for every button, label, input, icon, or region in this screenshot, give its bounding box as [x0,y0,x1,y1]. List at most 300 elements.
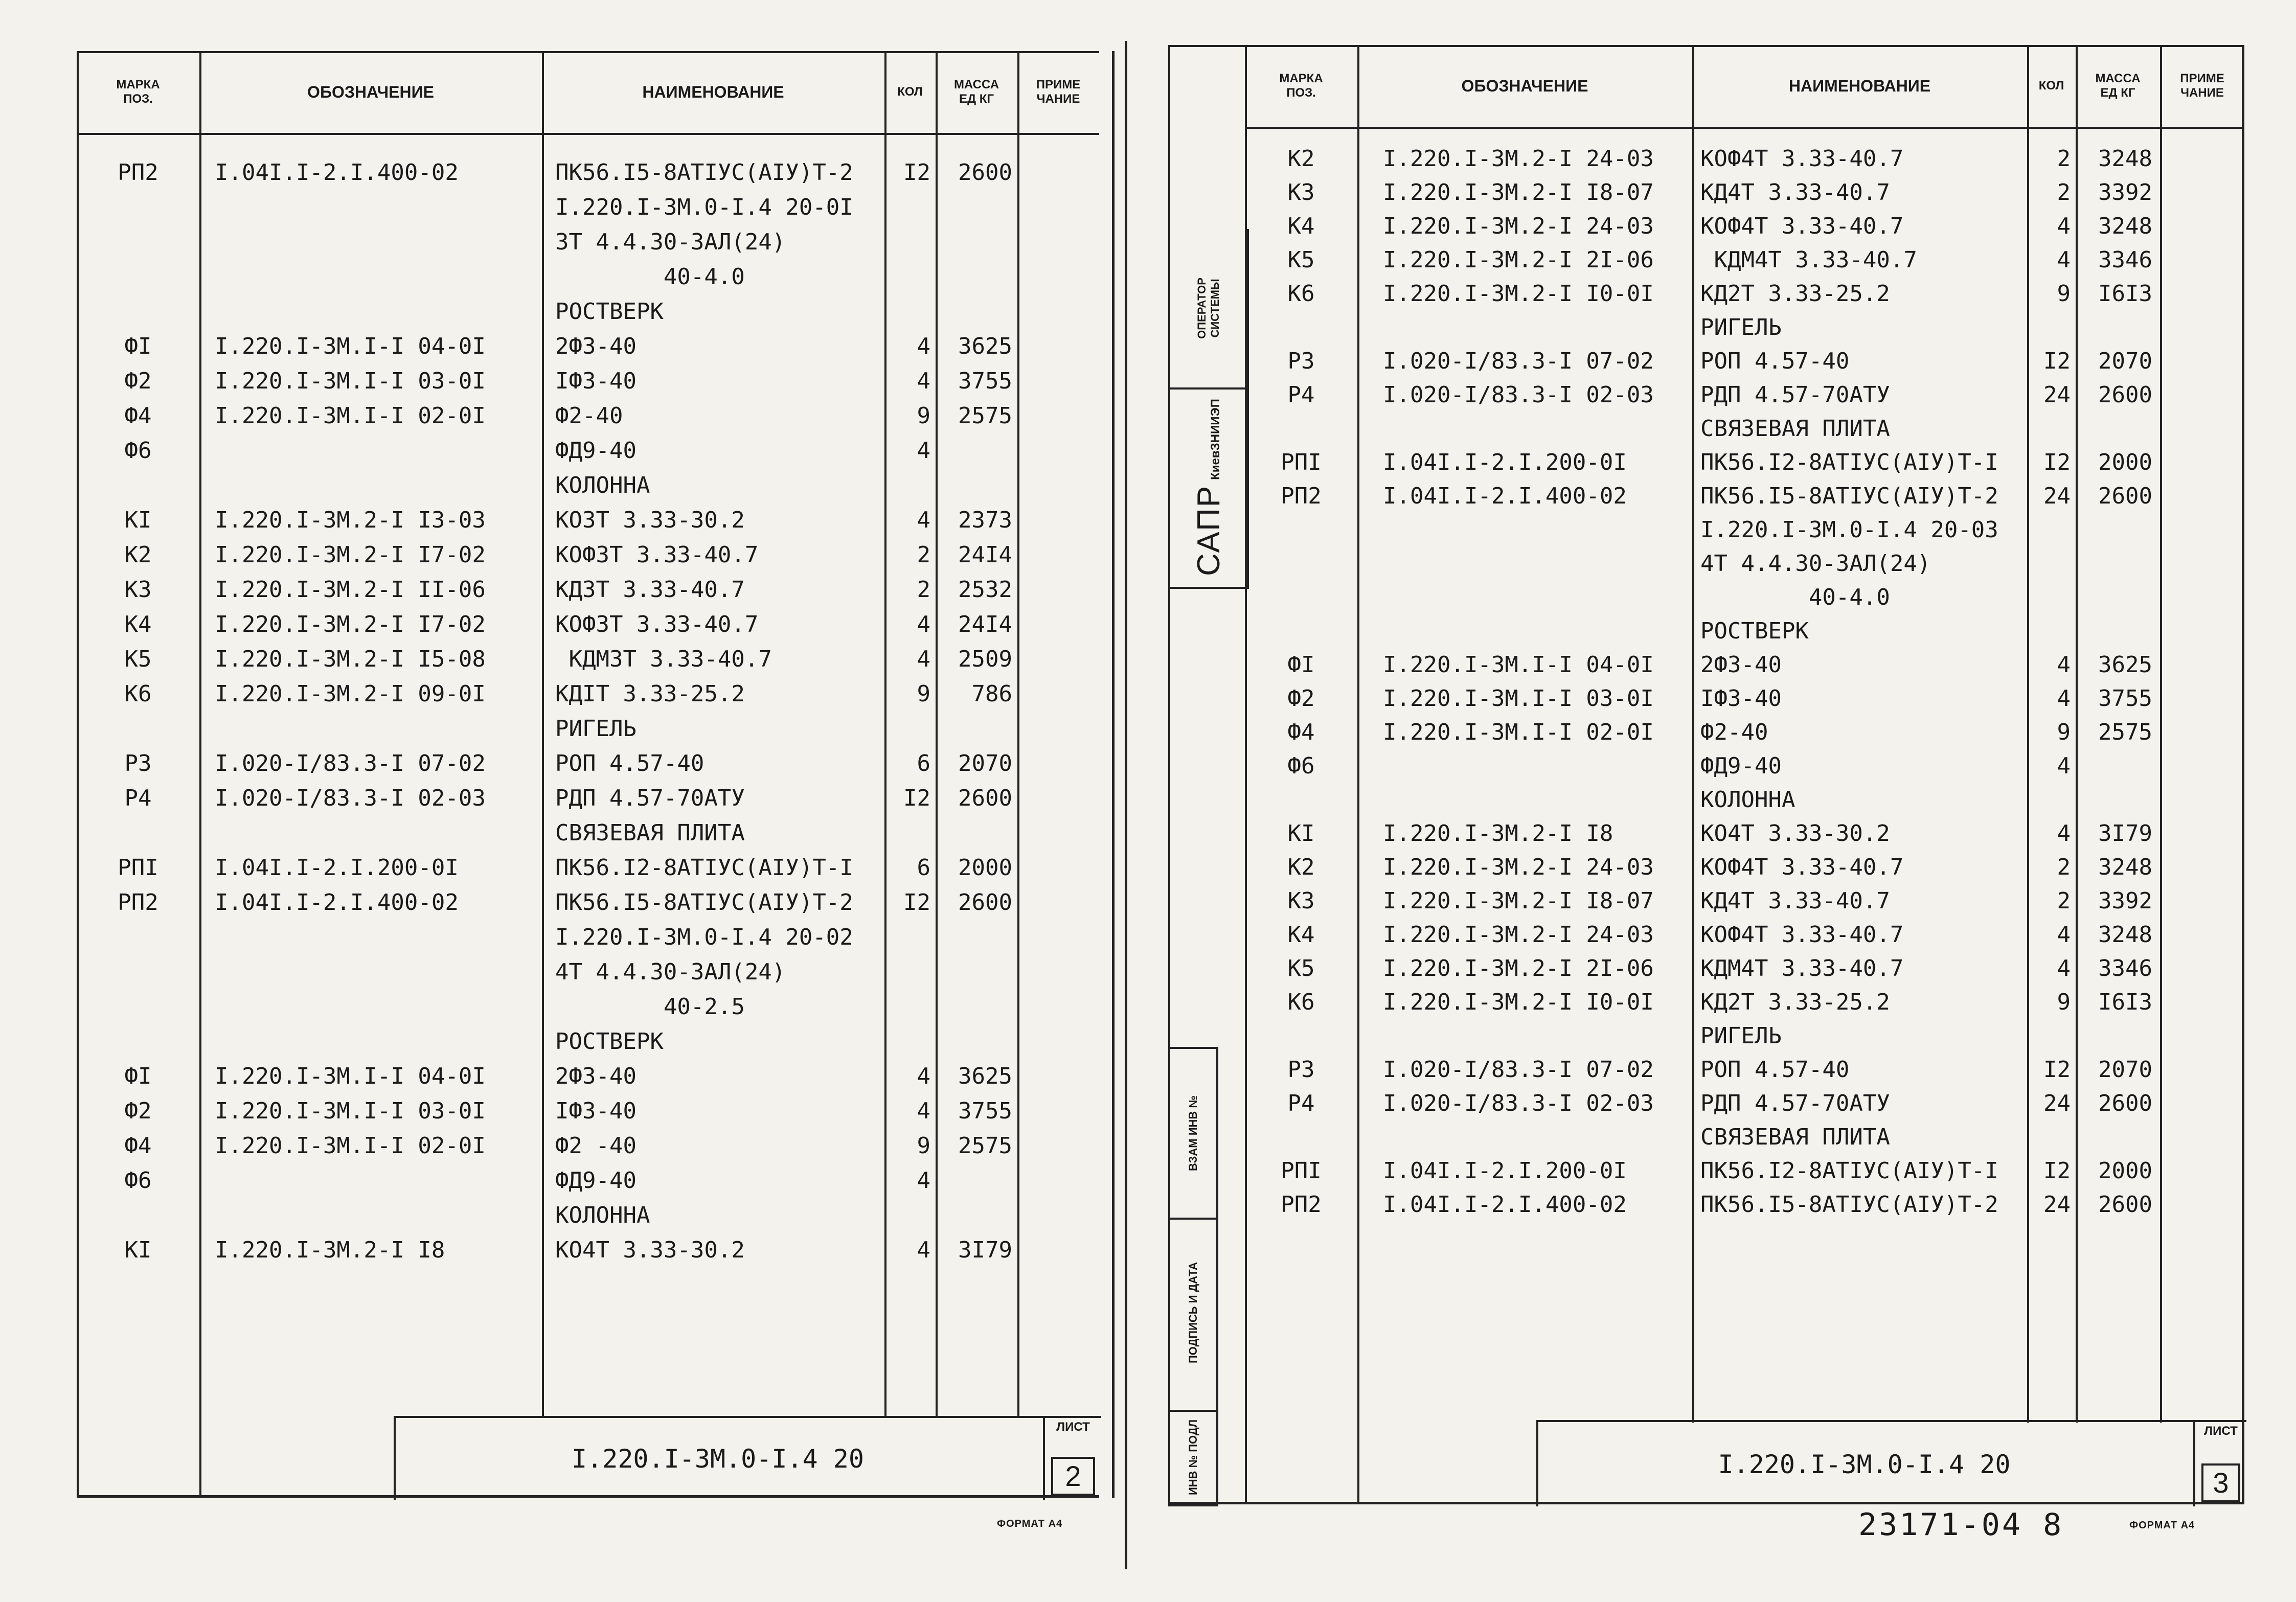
cell-mass [941,816,1012,850]
table-row [77,330,1099,363]
cell-mark: ФI [124,333,152,359]
cell-qty [2027,1120,2071,1154]
cell-designation: I.04I.I-2.I.400-02 [1383,1192,1627,1218]
cell-qty: I2 [903,785,930,811]
table-row [1168,851,2244,884]
cell-name: КО4Т 3.33-30.2 [555,1237,745,1263]
cell-name: КО4Т 3.33-30.2 [1700,820,1890,846]
cell-name: РОСТВЕРК [555,299,664,325]
cell-qty: I2 [2043,1158,2071,1184]
cell-mass: 3I79 [2098,820,2152,846]
cell-name: 2Ф3-40 [555,1063,636,1089]
cell-qty: 4 [917,333,930,359]
header-mark: МАРКА ПОЗ. [116,78,160,106]
cell-qty: 4 [917,438,930,464]
title-block [394,1416,1101,1500]
table-row [77,712,1099,746]
cell-qty [884,1025,930,1059]
cell-qty [884,816,930,850]
cell-mass: 2600 [2098,1192,2152,1218]
cell-mark: Р3 [1287,348,1315,374]
cell-qty: 9 [917,1133,930,1159]
cell-name: КД2Т 3.33-25.2 [1700,989,1890,1015]
table-row [1168,378,2244,412]
table-row [1168,345,2244,378]
cell-name: КДМ4Т 3.33-40.7 [1700,955,1904,981]
cell-name: ПК56.I2-8АТIУС(АIУ)Т-I [555,855,853,881]
cell-mark: Р3 [124,750,152,776]
cell-qty: 9 [917,403,930,429]
cell-mark [77,1025,199,1059]
sheet-number: 3 [2201,1463,2240,1502]
table-row [77,886,1099,920]
document-code: I.220.I-3M.0-I.4 20 [1718,1449,2011,1479]
cell-qty [884,990,930,1024]
cell-designation: I.220.I-3M.2-I 2I-06 [1383,247,1654,273]
cell-mark [77,921,199,954]
cell-name: СВЯЗЕВАЯ ПЛИТА [1700,416,1890,442]
table-row [1168,581,2244,614]
cell-name: РОП 4.57-40 [555,750,704,776]
cell-name: ПК56.I5-8АТIУС(АIУ)Т-2 [1700,1192,1998,1218]
center-fold-line [1125,41,1127,1569]
header-note: ПРИМЕ ЧАНИЕ [2180,72,2224,100]
cell-qty [884,469,930,502]
table-row [1168,682,2244,716]
cell-name: РОП 4.57-40 [1700,1057,1850,1083]
cell-mass: 2000 [2098,449,2152,475]
cell-qty: 24 [2043,382,2071,408]
cell-mass: 786 [971,681,1012,707]
cell-name: КДМ4Т 3.33-40.7 [1700,247,1917,273]
cell-mass [941,434,1012,468]
format-label: ФОРМАТ А4 [2129,1520,2195,1531]
cell-designation: I.04I.I-2.I.200-0I [1383,449,1627,475]
cell-name: РИГЕЛЬ [555,716,636,742]
table-row [1168,176,2244,210]
cell-qty: I2 [2043,449,2071,475]
cell-designation: I.220.I-3M.2-I 2I-06 [1383,955,1654,981]
cell-designation [1383,547,1690,581]
cell-mark: К5 [1287,247,1315,273]
table-row [1168,749,2244,783]
table-row [1168,918,2244,952]
cell-designation [215,1164,542,1198]
header-designation: ОБОЗНАЧЕНИЕ [1461,76,1588,95]
cell-name: КОФ3Т 3.33-40.7 [555,542,759,568]
header-mark: МАРКА ПОЗ. [1279,72,1323,100]
cell-mark [77,816,199,850]
cell-qty [2027,581,2071,614]
cell-designation [1383,412,1690,446]
header-name: НАИМЕНОВАНИЕ [642,82,784,101]
sapr-label: САПР [1191,485,1226,576]
header-designation: ОБОЗНАЧЕНИЕ [307,82,434,101]
cell-name: КД4Т 3.33-40.7 [1700,888,1890,914]
cell-mark: К5 [124,646,152,672]
table-row [77,399,1099,433]
cell-designation: I.220.I-3M.2-I I0-0I [1383,989,1654,1015]
table-row [77,1094,1099,1128]
cell-mark: Ф6 [124,438,152,464]
cell-mass [2081,614,2152,648]
cell-qty: 2 [2057,179,2071,205]
cell-mark: К2 [1287,854,1315,880]
cell-mass [2081,412,2152,446]
cell-qty [884,295,930,329]
cell-qty: 4 [2057,652,2071,678]
cell-mark: РП2 [118,889,158,916]
cell-qty: 4 [2057,753,2071,779]
cell-name: РИГЕЛЬ [1700,314,1782,340]
cell-qty: 4 [917,1063,930,1089]
cell-qty: 4 [2057,820,2071,846]
cell-mark [1245,412,1357,446]
table-row [77,156,1099,190]
cell-mark: К3 [1287,179,1315,205]
cell-name: ПК56.I5-8АТIУС(АIУ)Т-2 [1700,483,1998,509]
cell-mass: 24I4 [958,611,1012,637]
cell-name: КД4Т 3.33-40.7 [1700,179,1890,205]
cell-designation [215,816,542,850]
cell-mark: К4 [1287,922,1315,948]
cell-name: КОЛОННА [555,472,650,498]
cell-name: 40-2.5 [555,994,745,1020]
cell-mass [941,469,1012,502]
cell-mark [1245,783,1357,817]
cell-designation [215,990,542,1024]
sheet-2 [77,51,1099,1529]
header-note: ПРИМЕ ЧАНИЕ [1036,78,1081,106]
cell-qty [2027,1019,2071,1053]
sheet-number-cell [2193,1422,2246,1506]
cell-mass: 2600 [2098,483,2152,509]
table-row [1168,1188,2244,1222]
cell-qty: 24 [2043,1090,2071,1116]
table-row [1168,1120,2244,1154]
cell-mark [77,1199,199,1232]
cell-designation: I.220.I-3M.2-I 24-03 [1383,854,1654,880]
cell-designation: I.220.I-3M.I-I 02-0I [1383,719,1654,745]
table-row [1168,142,2244,176]
cell-mass: 2070 [2098,348,2152,374]
cell-mark: КI [1287,820,1315,846]
cell-name: КОЛОННА [555,1202,650,1228]
cell-mass [941,1199,1012,1232]
cell-name: КД2Т 3.33-25.2 [1700,281,1890,307]
cell-mark: Ф4 [1287,719,1315,745]
cell-mass: 2070 [958,750,1012,776]
institute-label: КиевЗНИИЭП [1208,398,1222,480]
table-row [77,1164,1099,1198]
cell-mark: К6 [1287,281,1315,307]
table-row [1168,884,2244,918]
cell-designation: I.020-I/83.3-I 02-03 [215,785,486,811]
cell-mark: Р4 [124,785,152,811]
cell-mass [2081,547,2152,581]
cell-qty: 6 [917,750,930,776]
cell-name: ФД9-40 [555,438,636,464]
cell-mark [77,225,199,259]
cell-mass [941,1164,1012,1198]
sheet-number: 2 [1051,1457,1095,1496]
cell-designation: I.220.I-3M.I-I 03-0I [215,368,486,394]
cell-mass: I6I3 [2098,281,2152,307]
table-row [1168,479,2244,513]
handwritten-note: 23171-04 8 [1858,1507,2064,1543]
cell-qty: 9 [917,681,930,707]
cell-designation: I.220.I-3M.2-I II-06 [215,577,486,603]
title-block [1536,1420,2246,1506]
cell-mass: 3755 [2098,685,2152,712]
cell-qty [884,955,930,989]
cell-qty [2027,513,2071,547]
cell-qty: 4 [2057,685,2071,712]
cell-mass [941,225,1012,259]
cell-qty: 9 [2057,989,2071,1015]
header-name: НАИМЕНОВАНИЕ [1788,76,1931,95]
cell-qty: 4 [917,1237,930,1263]
cell-mass [941,260,1012,294]
cell-qty [2027,614,2071,648]
cell-name: 3Т 4.4.30-3АЛ(24) [555,229,786,255]
cell-designation [215,191,542,224]
cell-mass: 3625 [2098,652,2152,678]
cell-mass: 3248 [2098,854,2152,880]
cell-name: ФД9-40 [1700,753,1782,779]
cell-mass [2081,1019,2152,1053]
cell-mass: 3248 [2098,213,2152,239]
cell-qty: 4 [917,646,930,672]
cell-qty [2027,311,2071,345]
cell-mark: КI [124,507,152,533]
cell-designation [1383,614,1690,648]
cell-mass [941,921,1012,954]
table-row [77,538,1099,572]
cell-designation [215,712,542,746]
cell-mark [1245,614,1357,648]
cell-mark [1245,1019,1357,1053]
cell-mark: Ф4 [124,403,152,429]
sheet-3 [1168,45,2244,1543]
cell-qty: 2 [2057,854,2071,880]
cell-name: 4Т 4.4.30-3АЛ(24) [555,959,786,985]
cell-mark: РП2 [118,159,158,186]
table-row [77,1060,1099,1093]
table-row [1168,1154,2244,1188]
table-row [1168,446,2244,479]
table-row [77,434,1099,468]
cell-designation [215,225,542,259]
table-row [1168,1087,2244,1120]
cell-mass: 3755 [958,368,1012,394]
table-row [77,608,1099,642]
cell-designation [215,260,542,294]
cell-qty [884,225,930,259]
cell-designation: I.220.I-3M.2-I 24-03 [1383,213,1654,239]
cell-name: КО3Т 3.33-30.2 [555,507,745,533]
cell-name: КОФ4Т 3.33-40.7 [1700,854,1904,880]
table-row [77,225,1099,259]
cell-name: IФ3-40 [555,1098,636,1124]
table-row [77,816,1099,850]
cell-designation: I.020-I/83.3-I 07-02 [1383,348,1654,374]
cell-mass: 3392 [2098,888,2152,914]
cell-mark: РПI [1281,449,1322,475]
cell-designation: I.220.I-3M.2-I I8 [215,1237,445,1263]
table-row [77,260,1099,294]
cell-designation: I.220.I-3M.2-I I3-03 [215,507,486,533]
cell-mass [941,712,1012,746]
cell-mass: 2070 [2098,1057,2152,1083]
table-row [1168,311,2244,345]
cell-designation: I.220.I-3M.I-I 04-0I [215,333,486,359]
sign-date-box [1168,1216,1218,1412]
table-row [77,921,1099,954]
cell-mass: 2509 [958,646,1012,672]
cell-qty [884,260,930,294]
document-code: I.220.I-3M.0-I.4 20 [572,1444,864,1474]
cell-designation: I.220.I-3M.2-I 24-03 [1383,146,1654,172]
cell-designation: I.020-I/83.3-I 02-03 [1383,382,1654,408]
cell-mass: 2600 [958,785,1012,811]
cell-name: КОФ4Т 3.33-40.7 [1700,213,1904,239]
cell-designation: I.04I.I-2.I.400-02 [215,159,459,186]
cell-name: РИГЕЛЬ [1700,1023,1782,1049]
cell-name: IФ3-40 [1700,685,1782,712]
table-row [77,1129,1099,1163]
cell-designation: I.220.I-3M.2-I I8 [1383,820,1613,846]
cell-name: РДП 4.57-70АТУ [555,785,745,811]
cell-name: КДМ3Т 3.33-40.7 [555,646,772,672]
cell-designation: I.220.I-3M.2-I 09-0I [215,681,486,707]
cell-designation: I.220.I-3M.2-I I7-02 [215,611,486,637]
table-row [77,955,1099,989]
cell-mass: 3248 [2098,146,2152,172]
cell-designation: I.220.I-3M.I-I 02-0I [215,403,486,429]
cell-mass: 3I79 [958,1237,1012,1263]
cell-qty [884,712,930,746]
cell-mass: 2373 [958,507,1012,533]
cell-qty [884,921,930,954]
cell-designation [1383,311,1690,345]
cell-mark: К5 [1287,955,1315,981]
cell-qty: 4 [2057,955,2071,981]
cell-mass: 2000 [2098,1158,2152,1184]
cell-qty [884,1199,930,1232]
cell-qty: 6 [917,855,930,881]
cell-designation [1383,783,1690,817]
cell-mass: 2575 [958,1133,1012,1159]
cell-mark [1245,547,1357,581]
cell-mass: 2600 [958,159,1012,186]
cell-qty: 4 [917,368,930,394]
cell-mark: РП2 [1281,1192,1322,1218]
cell-name: РОП 4.57-40 [1700,348,1850,374]
cell-qty: 4 [917,1098,930,1124]
cell-name: РОСТВЕРК [1700,618,1809,644]
cell-mark: РПI [118,855,158,881]
cell-mark: Р3 [1287,1057,1315,1083]
cell-designation [1383,581,1690,614]
cell-mass: 3392 [2098,179,2152,205]
cell-qty: I2 [2043,1057,2071,1083]
cell-mark: Ф6 [124,1168,152,1194]
cell-designation: I.220.I-3M.I-I 02-0I [215,1133,486,1159]
cell-mark: К2 [1287,146,1315,172]
table-row [77,364,1099,398]
cell-mass: 3346 [2098,247,2152,273]
frame-right [1112,51,1115,1498]
cell-qty: I2 [903,889,930,916]
table-row [77,1233,1099,1267]
cell-qty [2027,412,2071,446]
cell-mark: К4 [124,611,152,637]
cell-name: ПК56.I2-8АТIУС(АIУ)Т-I [1700,449,1998,475]
cell-name: КДIТ 3.33-25.2 [555,681,745,707]
cell-mass [941,990,1012,1024]
cell-designation [1383,1019,1690,1053]
cell-name: I.220.I-3M.0-I.4 20-02 [555,924,853,950]
cell-qty: 24 [2043,1192,2071,1218]
cell-designation: I.220.I-3M.2-I I5-08 [215,646,486,672]
cell-mark: К3 [124,577,152,603]
cell-mass: 3346 [2098,955,2152,981]
cell-qty: 4 [2057,922,2071,948]
cell-mass: 2600 [2098,382,2152,408]
cell-mark: К2 [124,542,152,568]
inv-orig-box [1168,1410,1218,1506]
cell-qty: 4 [917,507,930,533]
cell-qty: 4 [917,1168,930,1194]
cell-qty [2027,783,2071,817]
cell-qty: 9 [2057,281,2071,307]
cell-mark: Р4 [1287,382,1315,408]
cell-mark: К3 [1287,888,1315,914]
cell-mass [2081,581,2152,614]
cell-mark: Ф2 [124,1098,152,1124]
cell-designation: I.220.I-3M.2-I I7-02 [215,542,486,568]
table-row [77,747,1099,781]
cell-designation: I.220.I-3M.2-I 24-03 [1383,922,1654,948]
table-row [1168,783,2244,817]
cell-mass [2081,513,2152,547]
cell-designation: I.220.I-3M.I-I 04-0I [215,1063,486,1089]
cell-designation: I.220.I-3M.2-I I8-07 [1383,179,1654,205]
table-row [77,504,1099,537]
cell-designation [215,1025,542,1059]
cell-name: ПК56.I2-8АТIУС(АIУ)Т-I [1700,1158,1998,1184]
table-row [1168,817,2244,851]
cell-mass [2081,749,2152,783]
table-row [77,1199,1099,1232]
cell-name: ПК56.I5-8АТIУС(АIУ)Т-2 [555,159,853,186]
cell-name: IФ3-40 [555,368,636,394]
cell-name: КОФ4Т 3.33-40.7 [1700,146,1904,172]
cell-mass [941,191,1012,224]
cell-mark: РП2 [1281,483,1322,509]
cell-qty [2027,547,2071,581]
cell-name: 2Ф3-40 [555,333,636,359]
cell-designation: I.020-I/83.3-I 02-03 [1383,1090,1654,1116]
cell-mark: ФI [1287,652,1315,678]
sheet-label: ЛИСТ [1056,1420,1090,1434]
table-row [1168,277,2244,311]
cell-designation: I.220.I-3M.2-I I0-0I [1383,281,1654,307]
cell-qty: I2 [2043,348,2071,374]
cell-mass [941,955,1012,989]
cell-designation: I.220.I-3M.2-I I8-07 [1383,888,1654,914]
